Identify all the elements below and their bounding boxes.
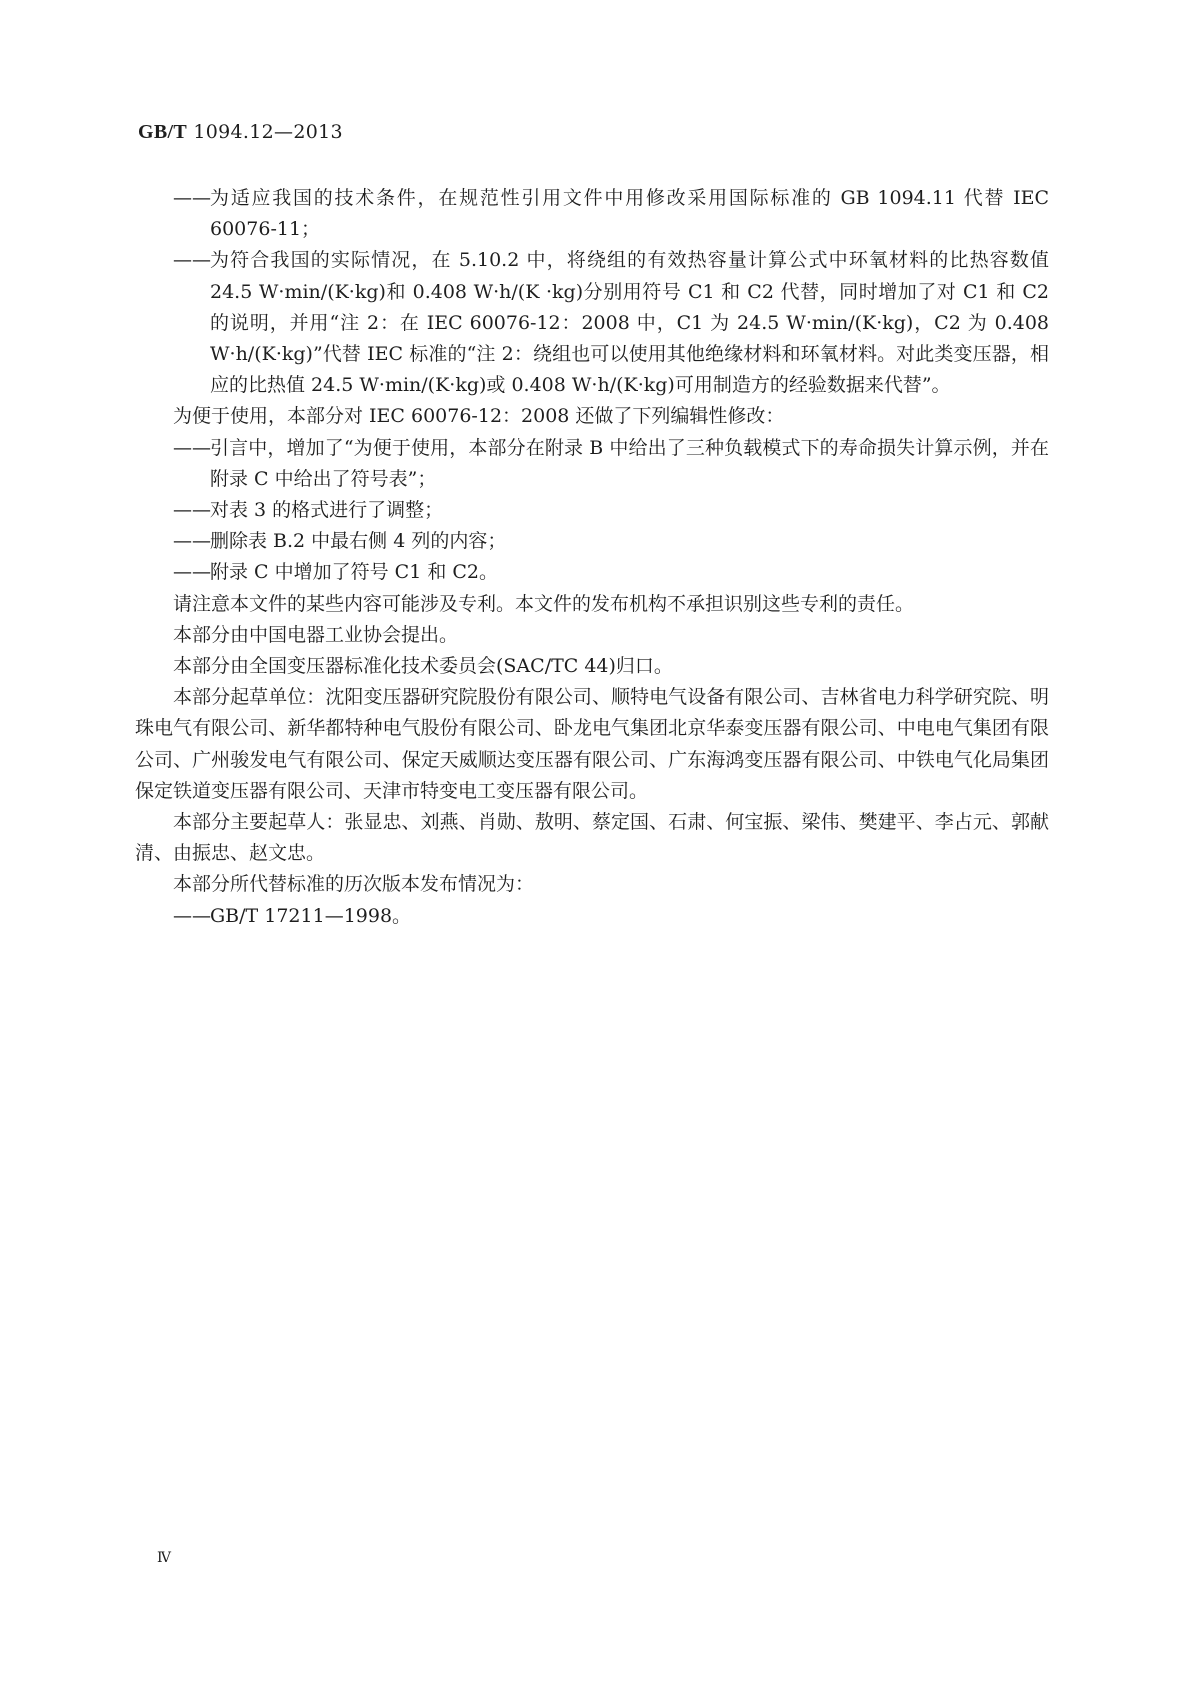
item-text: 删除表 B.2 中最右侧 4 列的内容；	[210, 530, 507, 553]
item-text: 对表 3 的格式进行了调整；	[210, 499, 444, 522]
foreword-content	[135, 183, 1049, 932]
drafting-units: 本部分起草单位：沈阳变压器研究院股份有限公司、顺特电气设备有限公司、吉林省电力科学研究院、明珠电气有限公司、新华都特种电气股份有限公司、卧龙电气集团北京华泰变压器有限公司、中电电气集团有限公司、广州骏发电气有限公司、保定天威顺达变压器有限公司、广东海鸿变压器有限公司、中铁电气化局集团保定铁道变压器有限公司、天津市特变电工变压器有限公司。	[135, 686, 1049, 802]
patent-note: 请注意本文件的某些内容可能涉及专利。本文件的发布机构不承担识别这些专利的责任。	[173, 592, 915, 615]
dash-marker: ——	[173, 249, 211, 272]
dash-marker: ——	[173, 187, 211, 209]
list-item	[173, 495, 1049, 526]
item-text: 为适应我国的技术条件，在规范性引用文件中用修改采用国际标准的 GB 1094.11 代替 IEC 60076-11；	[210, 187, 1049, 241]
list-item	[173, 433, 1049, 495]
list-item	[173, 183, 1049, 245]
list-item	[173, 526, 1049, 557]
dash-marker: ——	[173, 436, 211, 459]
item-text: GB/T 17211—1998。	[210, 904, 412, 927]
dash-marker: ——	[173, 499, 211, 522]
page-number: Ⅳ	[157, 1550, 171, 1566]
list-item	[173, 901, 1049, 932]
list-item	[173, 245, 1049, 401]
drafters: 本部分主要起草人：张显忠、刘燕、肖勋、敖明、蔡定国、石肃、何宝振、梁伟、樊建平、李占元、郭献清、由振忠、赵文忠。	[135, 811, 1049, 865]
centralized-by: 本部分由全国变压器标准化技术委员会(SAC/TC 44)归口。	[173, 655, 673, 678]
item-text: 为符合我国的实际情况，在 5.10.2 中，将绕组的有效热容量计算公式中环氧材料的比热容数值 24.5 W·min/(K·kg)和 0.408 W·h/(K ·kg)分别用符号 C1 和 C2 代替，同时增加了对 C1 和 C2 的说明，并用“注 2：在 IEC 60076-12：2008 中，C1 为 24.5 W·min/(K·kg)，C2 为 0.408 W·h/(K·kg)”代替 IEC 标准的“注 2：绕组也可以使用其他绝缘材料和环氧材料。对此类变压器，相应的比热值 24.5 W·min/(K·kg)或 0.408 W·h/(K·kg)可用制造方的经验数据来代替”。	[210, 249, 1049, 397]
item-text: 附录 C 中增加了符号 C1 和 C2。	[210, 561, 498, 584]
document-header	[138, 121, 343, 144]
standard-prefix: GB/T	[138, 121, 187, 143]
dash-marker: ——	[173, 530, 211, 553]
proposed-by: 本部分由中国电器工业协会提出。	[173, 623, 459, 646]
list-item	[173, 557, 1049, 588]
standard-number: 1094.12—2013	[193, 121, 343, 143]
dash-marker: ——	[173, 561, 211, 584]
history-intro: 本部分所代替标准的历次版本发布情况为：	[173, 873, 535, 896]
dash-marker: ——	[173, 904, 211, 927]
item-text: 引言中，增加了“为便于使用，本部分在附录 B 中给出了三种负载模式下的寿命损失计算示例，并在附录 C 中给出了符号表”；	[210, 436, 1049, 490]
editorial-intro: 为便于使用，本部分对 IEC 60076-12：2008 还做了下列编辑性修改：	[173, 405, 785, 428]
